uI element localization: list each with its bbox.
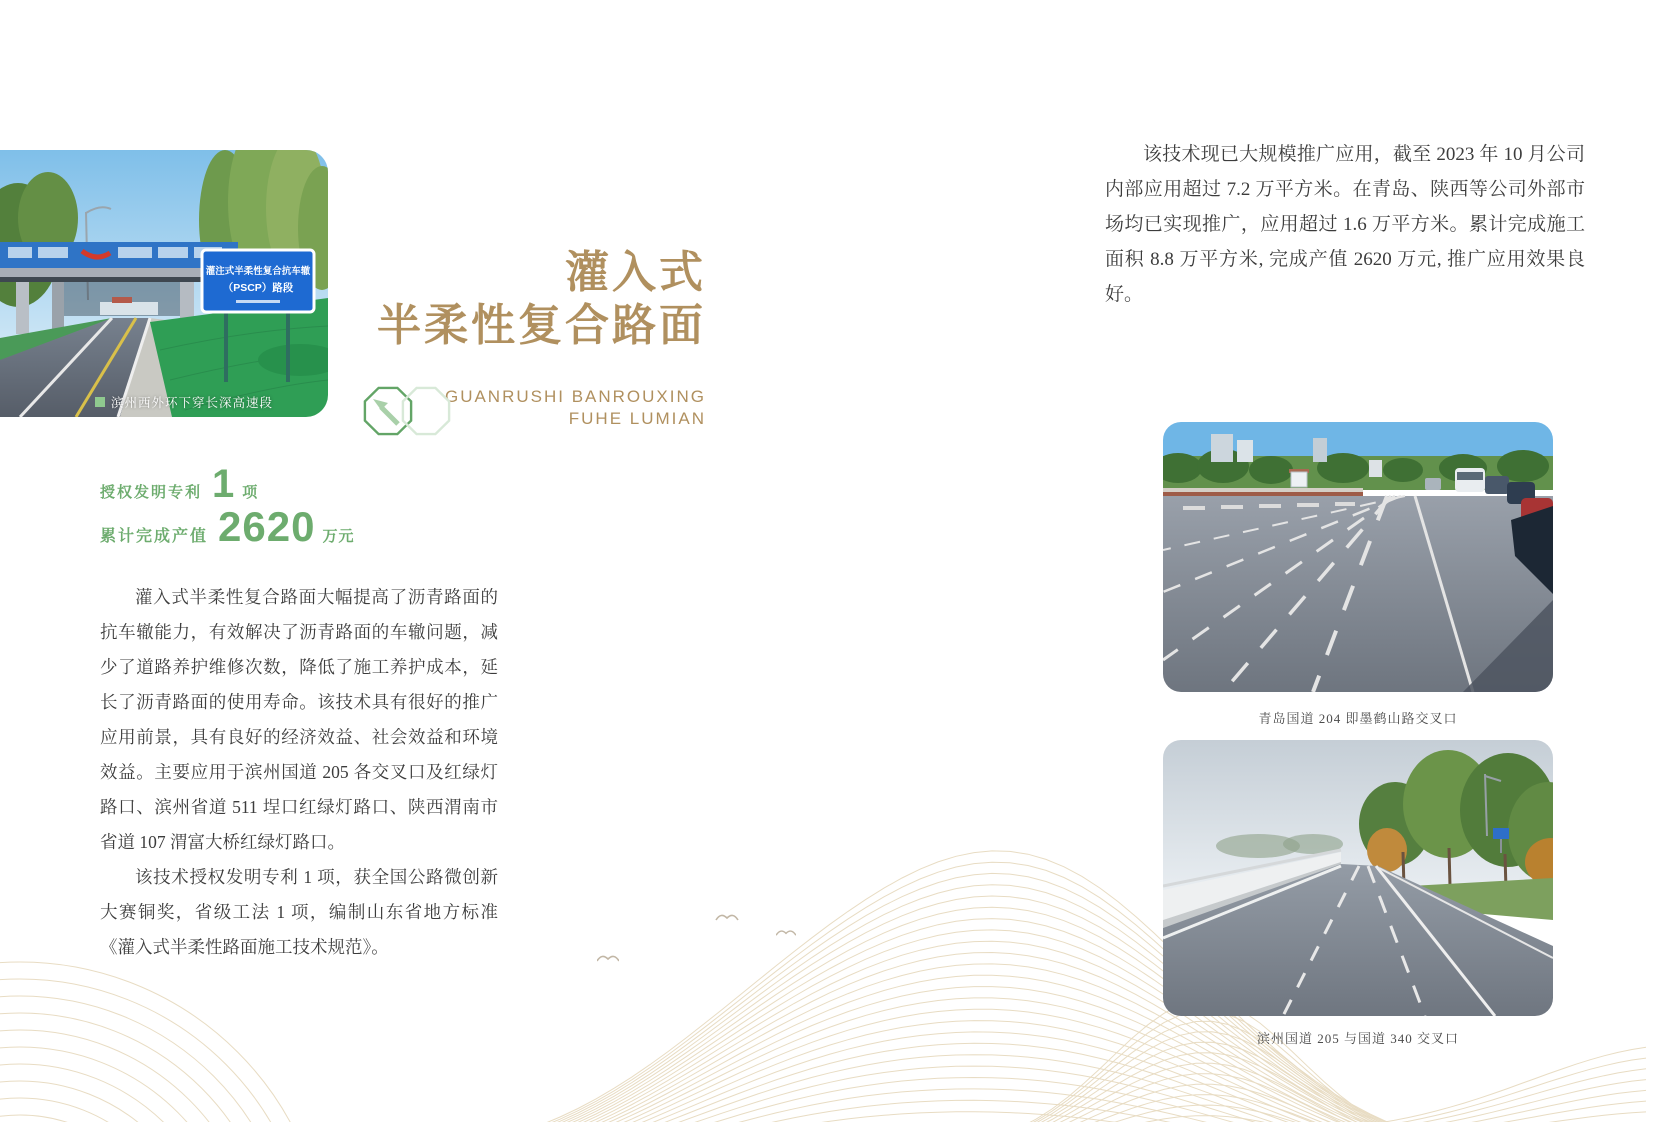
green-square-bullet (95, 397, 105, 407)
paragraph-right: 该技术现已大规模推广应用，截至 2023 年 10 月公司内部应用超过 7.2 万平方米。在青岛、陕西等公司外部市场均已实现推广，应用超过 1.6 万平方米。累计完成施工面积 8.8 万平方米, 完成产值 2620 万元, 推广应用效果良好。 (1105, 144, 1585, 305)
page-title-pinyin-line2: FUHE LUMIAN (568, 409, 706, 428)
binzhou-road-photo (1163, 740, 1553, 1016)
stat-patents-label: 授权发明专利 (100, 484, 203, 501)
page-title-line1: 灌入式 (565, 248, 706, 297)
sign-text-line1: 灌注式半柔性复合抗车辙 (205, 266, 311, 277)
left-photo-caption (95, 393, 273, 411)
bird-icon (597, 953, 619, 963)
paragraph-1: 灌入式半柔性复合路面大幅提高了沥青路面的抗车辙能力，有效解决了沥青路面的车辙问题，减少了道路养护维修次数，降低了施工养护成本，延长了沥青路面的使用寿命。该技术具有很好的推广应用前景，具有良好的经济效益、社会效益和环境效益。主要应用于滨州国道 205 各交叉口及红绿灯路口、滨州省道 511 埕口红绿灯路口、陕西渭南市省道 107 渭富大桥红绿灯路口。 (100, 587, 498, 852)
bird-icon (715, 912, 739, 922)
stat-patents-unit: 项 (242, 484, 259, 501)
paragraph-2: 该技术授权发明专利 1 项，获全国公路微创新大赛铜奖，省级工法 1 项，编制山东省地方标准《灌入式半柔性路面施工技术规范》。 (100, 867, 498, 957)
stat-patents (100, 464, 258, 504)
body-text-right (1105, 137, 1585, 312)
bird-icon (776, 928, 796, 937)
stat-patents-value: 1 (212, 462, 236, 506)
binzhou-photo-caption: 滨州国道 205 与国道 340 交叉口 (1256, 1031, 1459, 1046)
left-road-photo-art (0, 150, 328, 417)
stat-output-value-number: 2620 (218, 503, 316, 550)
stat-output-value (100, 503, 355, 550)
double-octagon-arrow-icon (360, 382, 456, 440)
stat-output-label: 累计完成产值 (100, 528, 209, 545)
binzhou-road-photo-art (1163, 740, 1553, 1016)
qingdao-road-photo-art (1163, 422, 1553, 692)
body-text-left (100, 580, 498, 965)
qingdao-photo-caption: 青岛国道 204 即墨鹤山路交叉口 (1258, 711, 1458, 726)
qingdao-road-photo (1163, 422, 1553, 692)
page-title-pinyin-line1: GUANRUSHI BANROUXING (444, 387, 706, 406)
left-road-photo (0, 150, 328, 417)
sign-text-line2: （PSCP）路段 (222, 282, 294, 294)
stat-output-unit: 万元 (322, 528, 355, 545)
page-title (300, 246, 706, 352)
page-title-line2: 半柔性复合路面 (377, 301, 706, 350)
left-photo-caption-text: 滨州西外环下穿长深高速段 (111, 396, 274, 410)
